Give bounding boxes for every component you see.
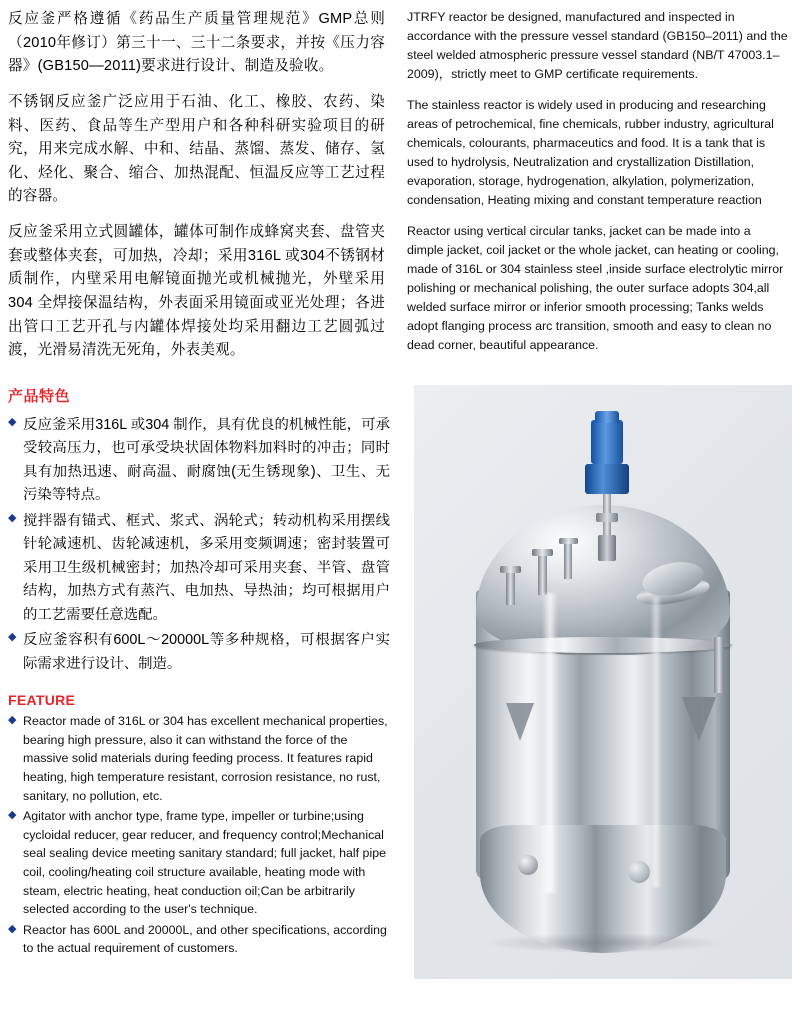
diamond-bullet-icon: ◆: [8, 809, 17, 822]
english-paragraph-2: The stainless reactor is widely used in producing and researching areas of petrochemical, fine chemicals, rubber industry, agricultural chemicals, colourants, pharmaceutics and food. It is a tank that is used to hydrolysis, Neutralization and crystallization Distillation, evaporation, storage, hydrogenation, alkylation, polymerization, condensation, Heating mixing and constant temperature reaction: [407, 98, 774, 207]
english-description-column: [395, 0, 800, 375]
ground-shadow: [484, 933, 724, 953]
support-bracket-left: [506, 703, 534, 741]
list-item-text: 搅拌器有锚式、框式、浆式、涡轮式；转动机构采用摆线针轮减速机、齿轮减速机，多采用变频调速；密封装置可采用卫生级机械密封；加热冷却可采用夹套、半管、盘管结构，加热方式有蒸汽、电加热、导热油；均可根据用户的工艺需要任意选配。: [23, 512, 390, 623]
list-item: [8, 712, 390, 805]
nozzle-left-3: [564, 543, 572, 579]
list-item-text: Reactor has 600L and 20000L, and other specifications, according to the actual requirement of customers.: [23, 922, 387, 956]
english-paragraph-3: Reactor using vertical circular tanks, jacket can be made into a dimple jacket, coil jacket or the whole jacket, can heating or cooling, made of 316L or 304 stainless steel ,inside surface electrolytic mirror polishing or mechanical polishing, the outer surface adopts 304,all welded surface mirror or inferior smooth processing; Tanks welds adopt flanging process arc transition, smooth and easy to clean no dead corner, beautiful appearance.: [407, 224, 784, 352]
diamond-bullet-icon: ◆: [8, 415, 17, 428]
list-item: [8, 921, 390, 958]
feature-section: [0, 385, 800, 979]
feature-heading-chinese: 产品特色: [8, 387, 71, 405]
chinese-paragraph-1: 反应釜严格遵循《药品生产质量管理规范》GMP总则（2010年修订）第三十一、三十二条要求，并按《压力容器》(GB150—2011)要求进行设计、制造及验收。: [8, 11, 385, 75]
nozzle-left-2: [538, 555, 547, 595]
description-section: [0, 0, 800, 375]
list-item: [8, 510, 390, 627]
chinese-paragraph-3: 反应釜采用立式圆罐体，罐体可制作成蜂窝夹套、盘管夹套或整体夹套，可加热，冷却；采用316L 或304不锈钢材质制作，内壁采用电解镜面抛光或机械抛光，外壁采用304 全焊接保温结构，外表面采用镜面或亚光处理；各进出管口工艺开孔与内罐体焊接处均采用翻边工艺圆弧过渡，光滑易清洗无死角，外表美观。: [8, 224, 385, 359]
vessel-illustration: [414, 385, 792, 979]
shaft-collar-upper: [596, 513, 618, 522]
support-bracket-right: [682, 697, 716, 741]
feature-heading-english: FEATURE: [8, 692, 76, 709]
highlight-streak-2: [650, 597, 662, 887]
list-item-text: Agitator with anchor type, frame type, impeller or turbine;using cycloidal reducer, gear reducer, and frequency control;Mechanical seal sealing device meeting sanitary standard; full jacket, half pipe coil, cooling/heating coil structure available, heating mode with steam, electric heating, heat conduction oil;Can be arbitrarily selected according to the user's technique.: [23, 809, 386, 917]
side-pipe: [714, 637, 724, 693]
nozzle-left-1: [506, 571, 515, 605]
gearbox: [585, 464, 629, 494]
english-paragraph-1: JTRFY reactor be designed, manufactured and inspected in accordance with the pressure vessel standard (GB150–2011) and the steel welded atmospheric pressure vessel standard (NB/T 47003.1–2009)，strictly meet to GMP certificate requirements.: [407, 10, 788, 81]
chinese-description-column: [0, 0, 395, 375]
feature-list-chinese: [8, 414, 390, 676]
list-item-text: 反应釜容积有600L～20000L等多种规格，可根据客户实际需求进行设计、制造。: [23, 632, 390, 672]
diamond-bullet-icon: ◆: [8, 511, 17, 524]
product-photo-column: [400, 385, 800, 979]
motor-cap: [595, 411, 619, 423]
diamond-bullet-icon: ◆: [8, 714, 17, 727]
list-item: [8, 807, 390, 919]
highlight-streak-1: [542, 593, 558, 893]
feature-text-column: [0, 385, 400, 979]
diamond-bullet-icon: ◆: [8, 631, 17, 644]
list-item: [8, 629, 390, 676]
list-item: [8, 414, 390, 508]
reactor-vessel-image: [414, 385, 792, 979]
list-item-text: 反应釜采用316L 或304 制作，具有优良的机械性能，可承受较高压力，也可承受块状固体物料加料时的冲击；同时具有加热迅速、耐高温、耐腐蚀(无生锈现象)、卫生、无污染等特点。: [23, 416, 390, 504]
nozzle-left-2-flange: [532, 549, 553, 556]
nozzle-left-3-flange: [559, 538, 578, 544]
feature-list-english: [8, 712, 390, 958]
gauge-center: [628, 861, 650, 883]
drive-motor: [591, 420, 623, 464]
chinese-paragraph-2: 不锈钢反应釜广泛应用于石油、化工、橡胶、农药、染料、医药、食品等生产型用户和各种科研实验项目的研究，用来完成水解、中和、结晶、蒸馏、蒸发、储存、氢化、烃化、聚合、缩合、加热混配、恒温反应等工艺过程的容器。: [8, 93, 385, 205]
nozzle-left-1-flange: [500, 566, 521, 573]
list-item-text: Reactor made of 316L or 304 has excellent mechanical properties, bearing high pressure, also it can withstand the force of the massive solid materials during feeding process. It features rapid heating, high temperature resistant, corrosion resistance, no rust, sanitary, no pollution, etc.: [23, 714, 388, 803]
vessel-flange-ring: [474, 637, 732, 653]
mechanical-seal: [598, 535, 616, 561]
diamond-bullet-icon: ◆: [8, 922, 17, 935]
gauge-left: [518, 855, 538, 875]
